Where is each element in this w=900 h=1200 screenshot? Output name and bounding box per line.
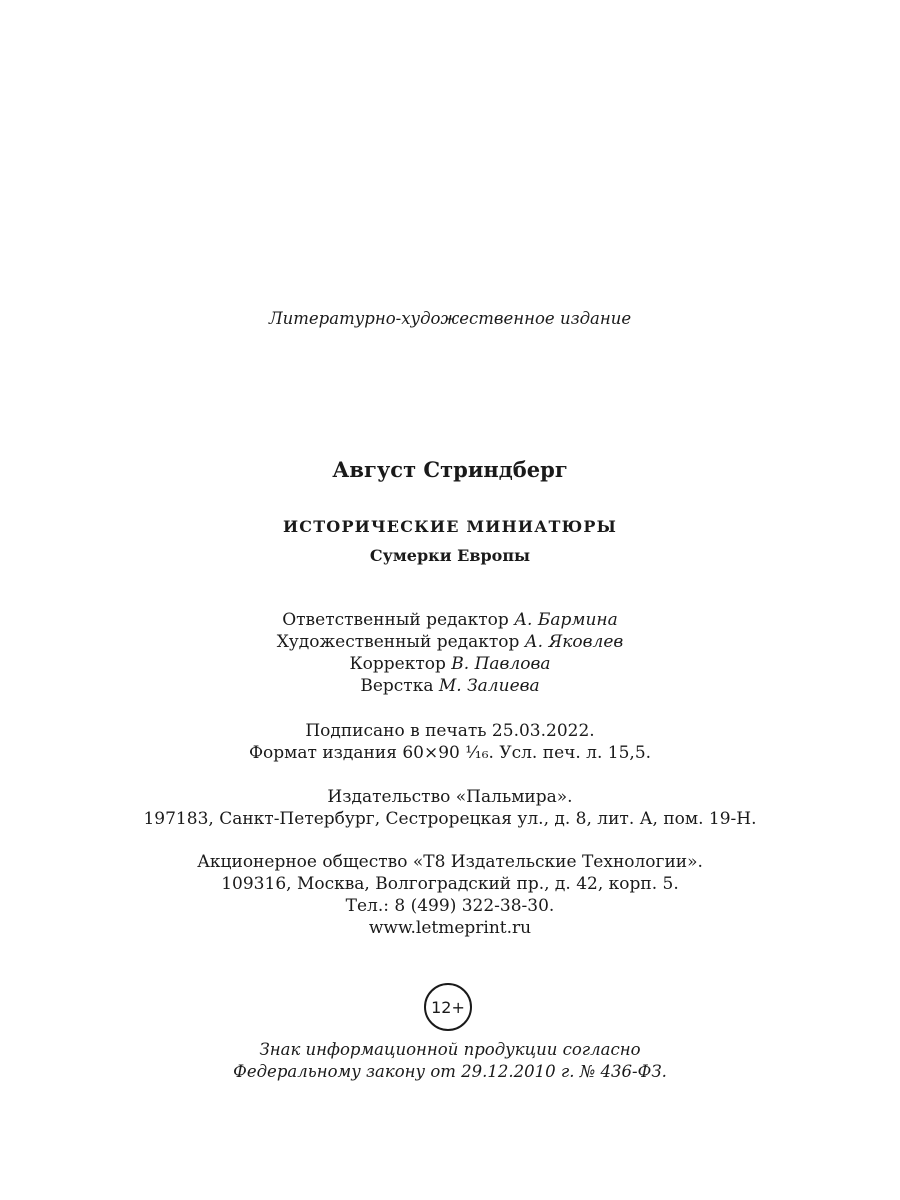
- author-name: Август Стриндберг: [332, 457, 568, 482]
- printer-block: [0, 851, 900, 939]
- series-title: ИСТОРИЧЕСКИЕ МИНИАТЮРЫ: [282, 517, 618, 536]
- credit-row: [0, 631, 900, 653]
- credit-person: А. Бармина: [514, 610, 618, 630]
- age-rating-badge: 12+: [424, 983, 472, 1031]
- printer-address: 109316, Москва, Волгоградский пр., д. 42, корп. 5.: [221, 874, 679, 894]
- printer-website: www.letmeprint.ru: [368, 918, 532, 938]
- credit-role: Корректор: [349, 654, 446, 674]
- publisher-address: 197183, Санкт-Петербург, Сестрорецкая ул., д. 8, лит. А, пом. 19-Н.: [143, 809, 757, 829]
- credit-person: М. Залиева: [438, 676, 540, 696]
- credit-row: [0, 609, 900, 631]
- print-info-block: [0, 720, 900, 764]
- notice-line: Федеральному закону от 29.12.2010 г. № 436-ФЗ.: [233, 1062, 667, 1081]
- info-product-notice: [0, 1039, 900, 1083]
- printer-phone: Тел.: 8 (499) 322-38-30.: [345, 896, 555, 916]
- credit-row: [0, 653, 900, 675]
- credit-role: Ответственный редактор: [282, 610, 509, 630]
- publisher-name: Издательство «Пальмира».: [327, 787, 573, 807]
- credits-block: [0, 609, 900, 697]
- printer-name: Акционерное общество «Т8 Издательские Технологии».: [197, 852, 703, 872]
- credit-person: А. Яковлев: [524, 632, 624, 652]
- book-subtitle: Сумерки Европы: [369, 546, 531, 565]
- credit-person: В. Павлова: [451, 654, 551, 674]
- notice-line: Знак информационной продукции согласно: [259, 1040, 641, 1059]
- print-format: Формат издания 60×90 ¹⁄₁₆. Усл. печ. л. 15,5.: [248, 743, 652, 763]
- credit-row: [0, 675, 900, 697]
- genre-label: Литературно-художественное издание: [268, 309, 632, 328]
- credit-role: Верстка: [360, 676, 434, 696]
- publisher-block: [0, 786, 900, 830]
- credit-role: Художественный редактор: [276, 632, 520, 652]
- print-signed-date: Подписано в печать 25.03.2022.: [305, 721, 595, 741]
